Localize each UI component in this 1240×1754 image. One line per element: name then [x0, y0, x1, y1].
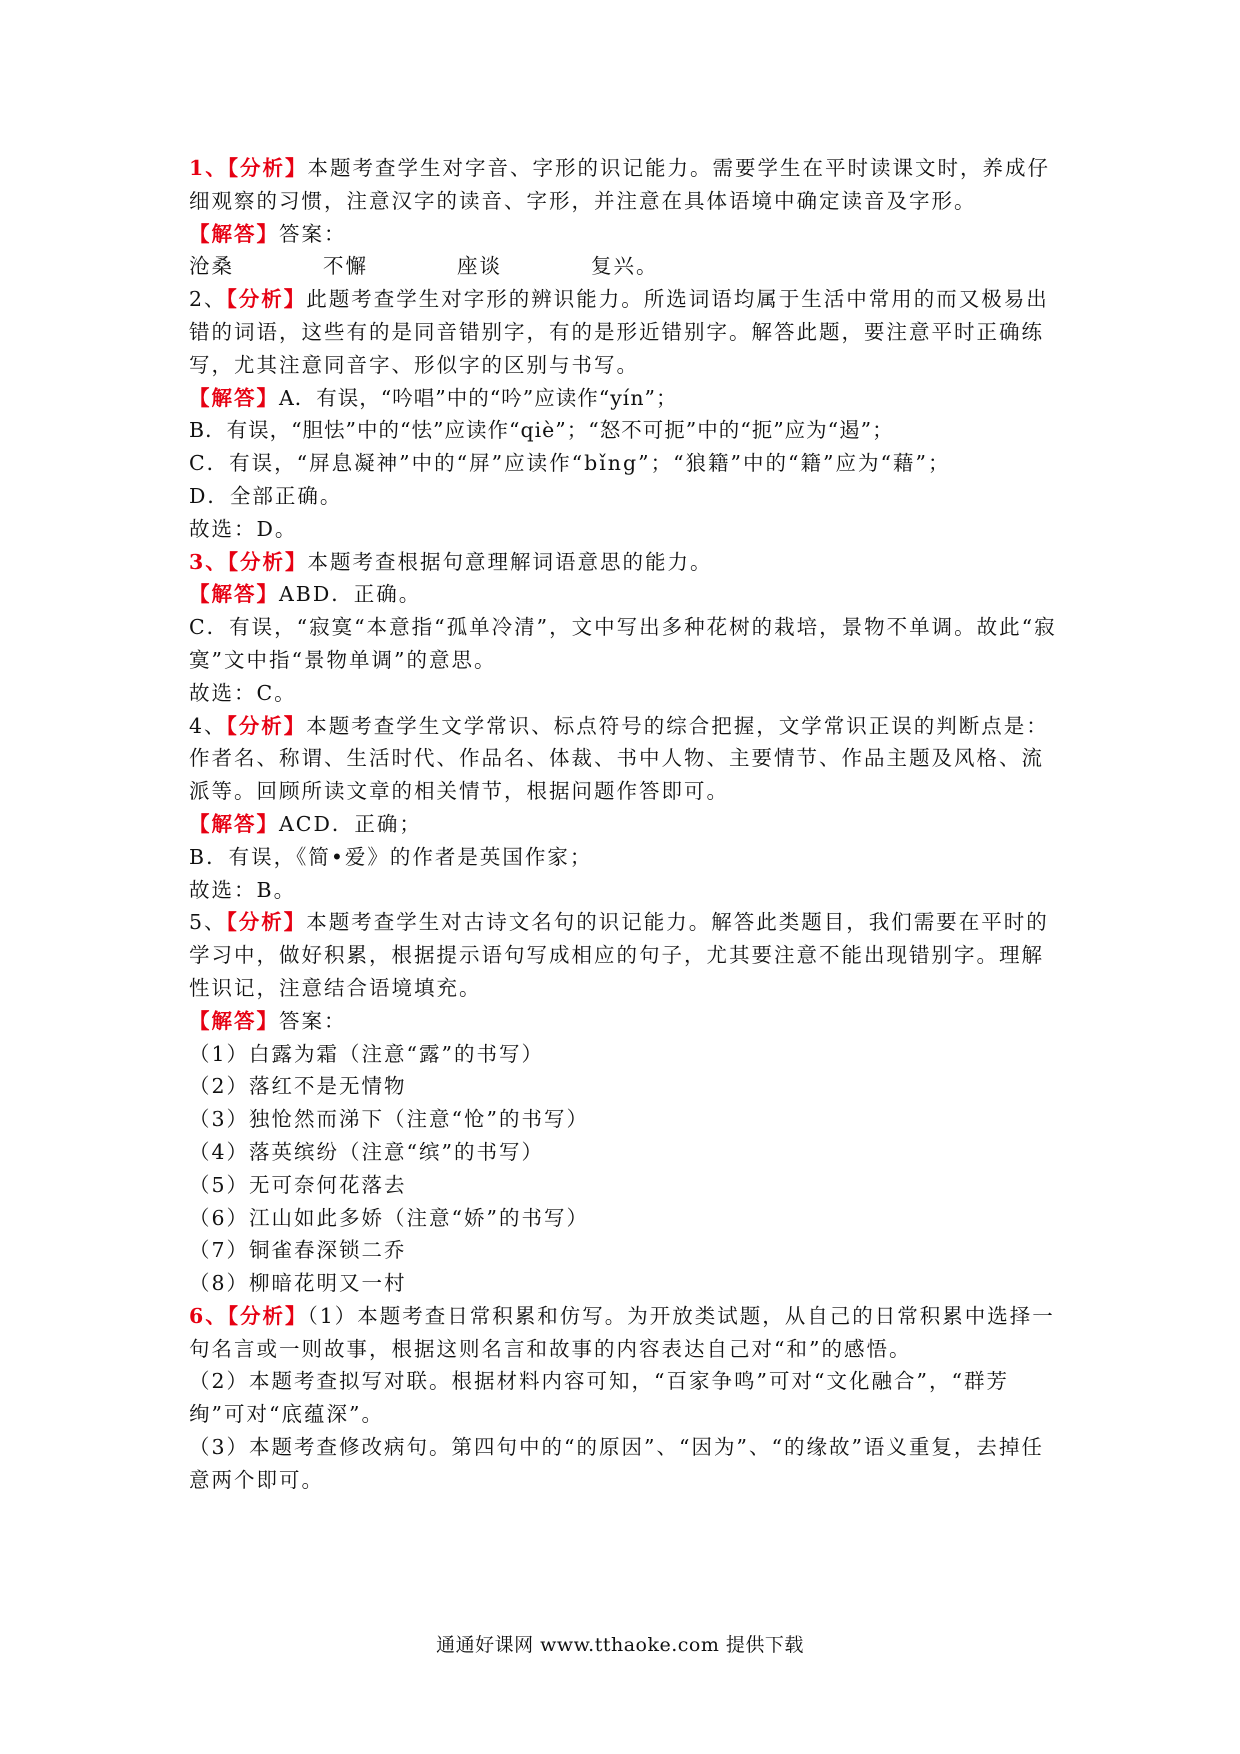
answer-label: 【解答】	[189, 811, 279, 836]
q5-number: 5、	[189, 910, 227, 935]
answer-word: 复兴。	[591, 254, 659, 279]
q5-answer	[189, 1005, 1059, 1038]
q6-analysis	[189, 1300, 1059, 1366]
answer-word: 沧桑	[189, 254, 234, 279]
q5-answer-intro: 答案：	[279, 1008, 347, 1033]
q1-analysis-text: 本题考查学生对字音、字形的识记能力。需要学生在平时读课文时，养成仔细观察的习惯，注意汉字的读音、字形，并注意在具体语境中确定读音及字形。	[189, 156, 1051, 213]
answer-label: 【解答】	[189, 221, 279, 246]
answer-word: 不懈	[323, 254, 368, 279]
q1-analysis	[189, 152, 1059, 218]
q3-choice: 故选：C。	[189, 680, 297, 705]
q5-line: （4）落英缤纷（注意“缤”的书写）	[189, 1139, 545, 1164]
analysis-label: 【分析】	[226, 713, 307, 738]
q5-line: （5）无可奈何花落去	[189, 1172, 407, 1197]
answer-word: 座谈	[457, 254, 502, 279]
q6-number: 6、	[189, 1303, 228, 1328]
q1-answer	[189, 218, 1059, 251]
q5-analysis	[189, 906, 1059, 1004]
q3-answer-text: ABD．正确。	[279, 582, 422, 607]
q5-line: （3）独怆然而涕下（注意“怆”的书写）	[189, 1107, 590, 1132]
answer-key-content	[189, 152, 1059, 1497]
q3-answer	[189, 578, 1059, 611]
q5-analysis-text: 本题考查学生对古诗文名句的识记能力。解答此类题目，我们需要在平时的学习中，做好积累，根据提示语句写成相应的句子，尤其要注意不能出现错别字。理解性识记，注意结合语境填充。	[189, 910, 1049, 1000]
analysis-label: 【分析】	[226, 910, 307, 935]
q4-answer	[189, 808, 1059, 841]
q4-analysis-text: 本题考查学生文学常识、标点符号的综合把握，文学常识正误的判断点是：作者名、称谓、生活时代、作品名、体裁、书中人物、主要情节、作品主题及风格、流派等。回顾所读文章的相关情节，根据问题作答即可。	[189, 713, 1049, 804]
q3-analysis-text: 本题考查根据句意理解词语意思的能力。	[307, 549, 713, 574]
analysis-label: 【分析】	[227, 1303, 308, 1328]
q5-line: （8）柳暗花明又一村	[189, 1271, 407, 1296]
q2-number: 2、	[189, 287, 227, 312]
q2-analysis	[189, 283, 1059, 381]
q1-number: 1、	[189, 156, 228, 180]
q5-line: （1）白露为霜（注意“露”的书写）	[189, 1041, 545, 1066]
q1-answer-intro: 答案：	[279, 221, 347, 246]
q3-number: 3、	[189, 549, 228, 574]
q6-line-2: （2）本题考查拟写对联。根据材料内容可知，“百家争鸣”可对“文化融合”，“群芳绚”可对“底蕴深”。	[189, 1369, 1009, 1427]
q2-analysis-text: 此题考查学生对字形的辨识能力。所选词语均属于生活中常用的而又极易出错的词语，这些有的是同音错别字，有的是形近错别字。解答此题，要注意平时正确练写，尤其注意同音字、形似字的区别与书写。	[189, 287, 1049, 377]
q6-line-3: （3）本题考查修改病句。第四句中的“的原因”、“因为”、“的缘故”语义重复，去掉任意两个即可。	[189, 1435, 1044, 1492]
analysis-label: 【分析】	[226, 287, 307, 312]
q1-answer-words	[189, 250, 1059, 283]
q6-analysis-text: （1）本题考查日常积累和仿写。为开放类试题，从自己的日常积累中选择一句名言或一则故事，根据这则名言和故事的内容表达自己对“和”的感悟。	[189, 1303, 1055, 1361]
answer-label: 【解答】	[189, 385, 279, 410]
q2-line-c: C．有误，“屏息凝神”中的“屏”应读作“bǐng”；“狼籍”中的“籍”应为“藉”；	[189, 451, 951, 476]
q2-line-b: B．有误，“胆怯”中的“怯”应读作“qiè”；“怒不可扼”中的“扼”应为“遏”；	[189, 418, 894, 443]
q4-choice: 故选：B。	[189, 877, 297, 902]
q5-line: （7）铜雀春深锁二乔	[189, 1238, 407, 1263]
q2-answer-a: A．有误，“吟唱”中的“吟”应读作“yín”；	[279, 385, 678, 410]
q2-choice: 故选：D。	[189, 516, 298, 541]
q4-line-b: B．有误，《简•爱》的作者是英国作家；	[189, 844, 593, 869]
page-footer: 通通好课网 www.tthaoke.com 提供下载	[436, 1634, 804, 1656]
q2-answer	[189, 382, 1059, 415]
q5-line: （2）落红不是无情物	[189, 1074, 407, 1099]
answer-label: 【解答】	[189, 1008, 279, 1033]
q4-number: 4、	[189, 713, 227, 738]
q4-analysis	[189, 710, 1059, 808]
analysis-label: 【分析】	[227, 549, 308, 574]
analysis-label: 【分析】	[227, 156, 308, 180]
q3-line-c: C．有误，“寂寞“本意指“孤单冷清”，文中写出多种花树的栽培，景物不单调。故此“寂寞”文中指“景物单调”的意思。	[189, 615, 1057, 672]
q5-line: （6）江山如此多娇（注意“娇”的书写）	[189, 1205, 590, 1230]
answer-label: 【解答】	[189, 582, 279, 607]
q3-analysis	[189, 546, 1059, 579]
q2-line-d: D．全部正确。	[189, 483, 343, 508]
q4-answer-text: ACD．正确；	[279, 811, 422, 836]
